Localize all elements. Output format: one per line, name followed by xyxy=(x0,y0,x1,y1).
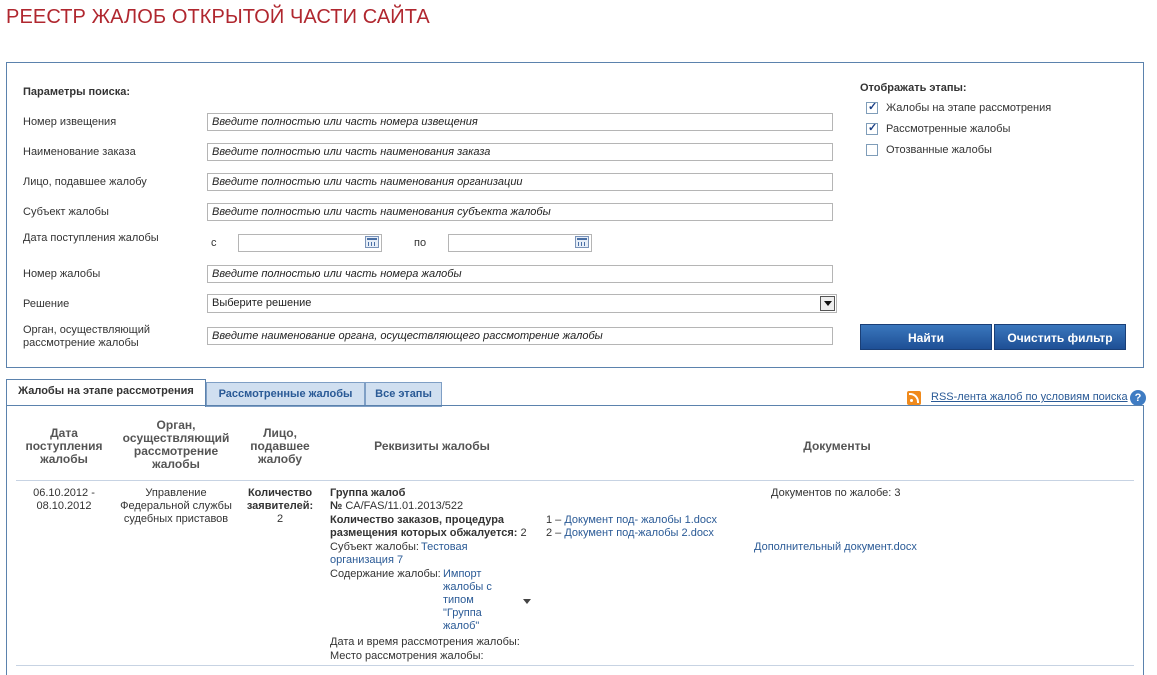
subject-label: Субъект жалобы xyxy=(23,206,109,218)
row-orders-count: 2 xyxy=(520,527,527,539)
rss-link[interactable]: RSS-лента жалоб по условиям поиска xyxy=(931,391,1128,403)
row-content-line: жалоб" xyxy=(443,620,480,632)
stage-label-reviewing: Жалобы на этапе рассмотрения xyxy=(886,102,1052,114)
row-subject-label: Субъект жалобы: xyxy=(330,541,419,553)
row-orders-line xyxy=(330,527,527,540)
row-applicants xyxy=(244,487,316,526)
row-date-line: 08.10.2012 xyxy=(36,500,92,512)
row-review-datetime-label: Дата и время рассмотрения жалобы: xyxy=(330,636,520,648)
row-subject-link[interactable]: Тестовая xyxy=(421,541,468,553)
row-applicants-line: заявителей: xyxy=(246,500,314,512)
attached-document-item xyxy=(546,527,714,540)
authority-label-line: Орган, осуществляющий xyxy=(23,324,151,336)
row-number-value: CA/FAS/11.01.2013/522 xyxy=(345,500,464,512)
col-header-line: Лицо, xyxy=(263,426,297,440)
subject-input[interactable]: Введите полностью или часть наименования субъекта жалобы xyxy=(207,203,833,221)
row-content-label: Содержание жалобы: xyxy=(330,568,441,580)
find-button[interactable]: Найти xyxy=(860,324,992,350)
tab-reviewing[interactable]: Жалобы на этапе рассмотрения xyxy=(6,379,206,407)
row-number-label: № xyxy=(330,500,343,512)
row-authority xyxy=(112,487,240,526)
help-icon[interactable]: ? xyxy=(1130,390,1146,406)
row-content-line: типом xyxy=(443,594,474,606)
decision-label: Решение xyxy=(23,298,70,310)
stages-heading: Отображать этапы: xyxy=(860,82,967,94)
decision-select[interactable] xyxy=(207,294,837,313)
col-header-line: Орган, xyxy=(156,418,196,432)
row-content-line: Импорт xyxy=(443,568,482,580)
stage-label-reviewed: Рассмотренные жалобы xyxy=(886,123,1011,135)
row-applicants-count: 2 xyxy=(276,513,284,525)
col-header-line: Дата xyxy=(50,426,78,440)
row-group: Группа жалоб xyxy=(330,487,406,499)
chevron-down-icon[interactable] xyxy=(820,296,835,311)
date-to-label: по xyxy=(414,237,427,249)
extra-document-link[interactable]: Дополнительный документ.docx xyxy=(754,541,917,553)
complainant-label: Лицо, подавшее жалобу xyxy=(23,176,147,188)
authority-input[interactable]: Введите наименование органа, осуществляющего рассмотрение жалобы xyxy=(207,327,833,345)
col-header-documents: Документы xyxy=(803,439,871,453)
complainant-input[interactable]: Введите полностью или часть наименования организации xyxy=(207,173,833,191)
col-header-complainant xyxy=(244,427,316,466)
authority-label xyxy=(23,324,150,350)
attached-document-prefix: 2 – xyxy=(546,527,565,539)
stage-checkbox-reviewed[interactable] xyxy=(866,123,878,135)
complaint-number-input[interactable]: Введите полностью или часть номера жалобы xyxy=(207,265,833,283)
row-applicants-line: Количество xyxy=(247,487,313,499)
tab-reviewed[interactable]: Рассмотренные жалобы xyxy=(206,382,365,407)
notice-number-label: Номер извещения xyxy=(23,116,117,128)
complaint-number-label: Номер жалобы xyxy=(23,268,101,280)
calendar-icon[interactable] xyxy=(575,236,589,248)
row-date-line: 06.10.2012 - xyxy=(33,487,95,499)
tab-all-stages[interactable]: Все этапы xyxy=(365,382,442,407)
col-header-line: жалобы xyxy=(40,452,88,466)
notice-number-input[interactable]: Введите полностью или часть номера извещения xyxy=(207,113,833,131)
stage-checkbox-withdrawn[interactable] xyxy=(866,144,878,156)
attached-document-link[interactable]: Документ под- жалобы 1.docx xyxy=(564,514,717,526)
col-header-line: подавшее xyxy=(250,439,310,453)
attached-document-prefix: 1 – xyxy=(546,514,565,526)
row-authority-line: Федеральной службы xyxy=(120,500,232,512)
expand-caret-icon[interactable] xyxy=(523,599,531,604)
date-from-label: с xyxy=(211,237,217,249)
col-header-authority xyxy=(112,419,240,471)
clear-filter-button[interactable]: Очистить фильтр xyxy=(994,324,1126,350)
row-subject-link[interactable]: организация 7 xyxy=(330,554,404,566)
col-header-line: жалобы xyxy=(152,457,200,471)
col-header-line: рассмотрение xyxy=(133,444,219,458)
col-header-line: жалобу xyxy=(257,452,303,466)
date-from-input[interactable] xyxy=(238,234,382,252)
order-name-input[interactable]: Введите полностью или часть наименования заказа xyxy=(207,143,833,161)
col-header-details: Реквизиты жалобы xyxy=(374,439,490,453)
date-label: Дата поступления жалобы xyxy=(23,232,159,244)
attached-document-link[interactable]: Документ под-жалобы 2.docx xyxy=(564,527,714,539)
row-content-line: жалобы с xyxy=(443,581,492,593)
col-header-line: поступления xyxy=(25,439,103,453)
date-to-input[interactable] xyxy=(448,234,592,252)
attached-document-item xyxy=(546,514,717,527)
rss-icon[interactable] xyxy=(907,391,921,405)
row-orders-label: Количество заказов, процедура xyxy=(330,514,505,526)
calendar-icon[interactable] xyxy=(365,236,379,248)
row-review-place-label: Место рассмотрения жалобы: xyxy=(330,650,484,662)
row-number xyxy=(330,500,463,513)
documents-count: Документов по жалобе: 3 xyxy=(771,487,901,499)
row-content-line: "Группа xyxy=(443,607,482,619)
authority-label-line: рассмотрение жалобы xyxy=(23,337,139,349)
row-authority-line: Управление xyxy=(145,487,207,499)
row-orders-label-2: размещения которых обжалуется: xyxy=(330,527,518,539)
decision-select-value: Выберите решение xyxy=(212,297,312,309)
row-content-text[interactable] xyxy=(443,568,513,633)
search-heading: Параметры поиска: xyxy=(23,86,131,98)
header-divider xyxy=(16,480,1134,481)
stage-checkbox-reviewing[interactable] xyxy=(866,102,878,114)
row-divider xyxy=(16,665,1134,666)
row-authority-line: судебных приставов xyxy=(123,513,229,525)
page-title: РЕЕСТР ЖАЛОБ ОТКРЫТОЙ ЧАСТИ САЙТА xyxy=(6,6,430,28)
stage-label-withdrawn: Отозванные жалобы xyxy=(886,144,992,156)
order-name-label: Наименование заказа xyxy=(23,146,136,158)
row-date xyxy=(20,487,108,513)
col-header-line: осуществляющий xyxy=(122,431,230,445)
col-header-date xyxy=(20,427,108,466)
